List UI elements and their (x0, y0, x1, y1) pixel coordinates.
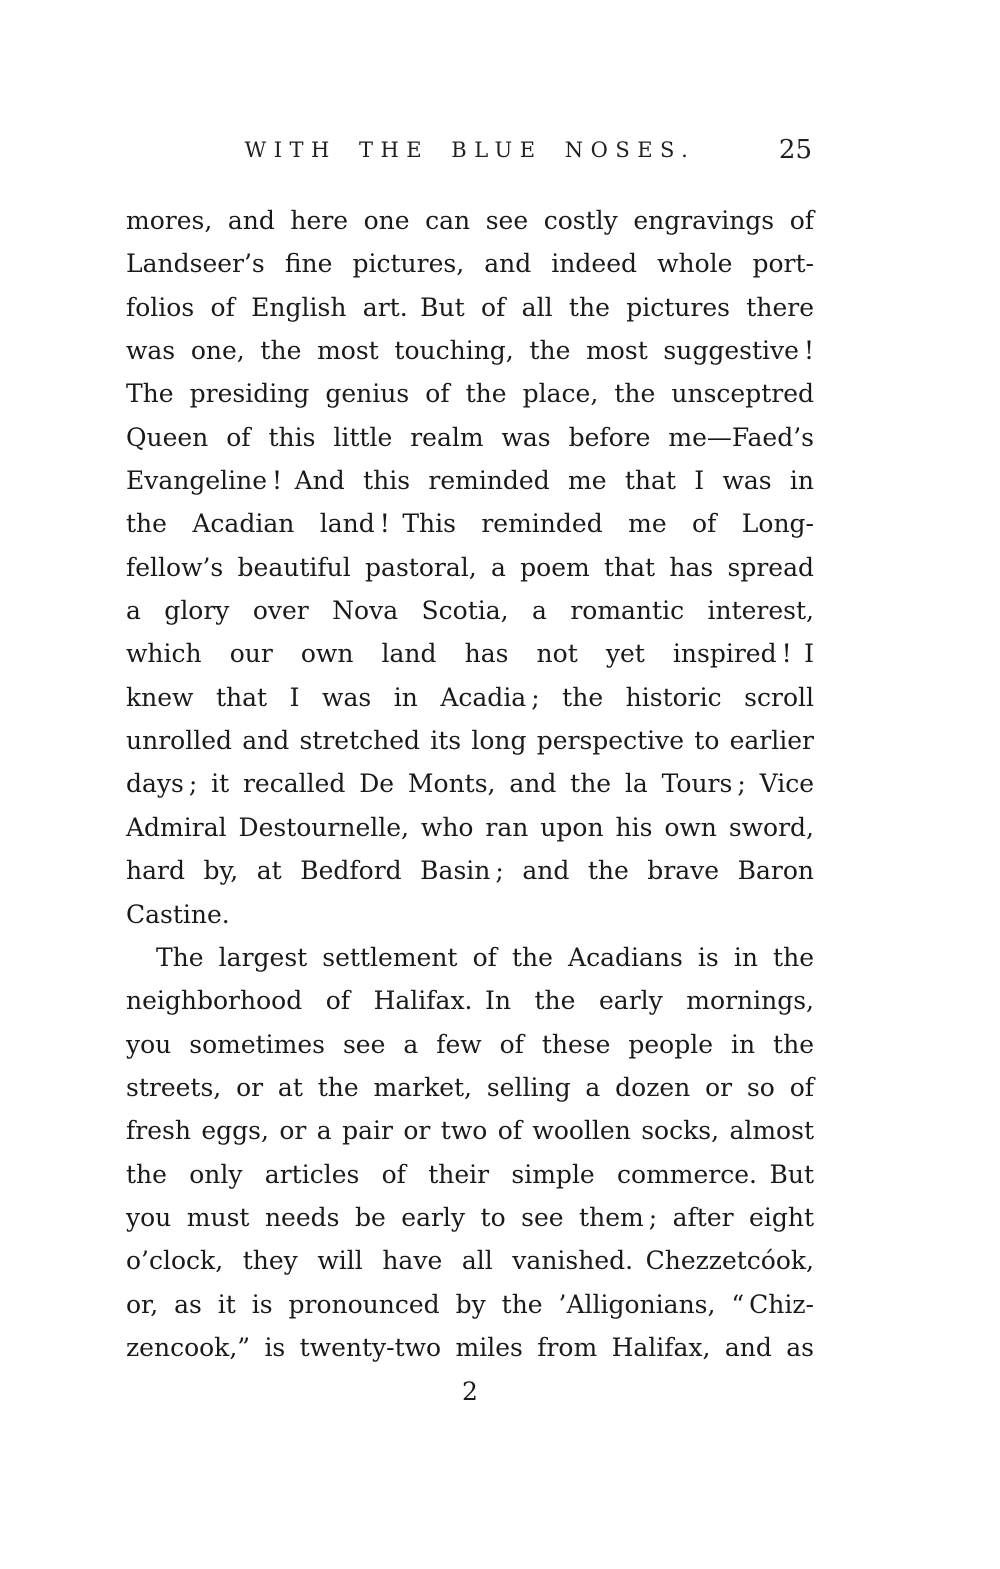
text-line: was one, the most touching, the most suggestive ! (126, 336, 814, 366)
text-line: hard by, at Bedford Basin ; and the brave Baron (126, 856, 814, 886)
text-line: streets, or at the market, selling a dozen or so of (126, 1072, 814, 1102)
running-title: WITH THE BLUE NOSES. (244, 138, 696, 162)
text-line: which our own land has not yet inspired ! I (126, 639, 814, 669)
text-line: a glory over Nova Scotia, a romantic interest, (126, 596, 814, 626)
text-line: days ; it recalled De Monts, and the la Tours ; Vice (126, 769, 814, 799)
text-line: knew that I was in Acadia ; the historic scroll (126, 682, 814, 712)
running-header (126, 135, 814, 168)
text-line-paragraph-start: The largest settlement of the Acadians is in the (156, 942, 814, 972)
signature-mark: 2 (462, 1377, 478, 1407)
page-number: 25 (778, 135, 812, 165)
text-column (126, 135, 814, 1414)
text-line: mores, and here one can see costly engravings of (126, 206, 814, 235)
text-line: fresh eggs, or a pair or two of woollen socks, almost (126, 1116, 814, 1146)
text-line: zencook,” is twenty-two miles from Halifax, and as (126, 1332, 814, 1362)
text-line: Admiral Destournelle, who ran upon his own sword, (126, 812, 814, 842)
text-line: unrolled and stretched its long perspective to earlier (126, 726, 814, 756)
text-line: the Acadian land ! This reminded me of Long- (126, 509, 814, 539)
text-line: The presiding genius of the place, the unsceptred (126, 379, 814, 409)
text-line: or, as it is pronounced by the ’Alligonians, “ Chiz- (126, 1289, 814, 1319)
text-line: you must needs be early to see them ; after eight (126, 1202, 814, 1232)
text-line: neighborhood of Halifax. In the early mornings, (126, 986, 814, 1016)
text-line: o’clock, they will have all vanished. Chezzetcóok, (126, 1246, 814, 1276)
text-line: Landseer’s fine pictures, and indeed whole port- (126, 249, 814, 279)
text-line: fellow’s beautiful pastoral, a poem that has spread (126, 552, 814, 582)
text-line: Castine. (126, 899, 230, 929)
text-line: Queen of this little realm was before me—Faed’s (126, 422, 814, 452)
text-line: the only articles of their simple commerce. But (126, 1159, 814, 1189)
text-line: you sometimes see a few of these people in the (126, 1029, 814, 1059)
text-line: Evangeline ! And this reminded me that I was in (126, 466, 814, 496)
text-line: folios of English art. But of all the pictures there (126, 292, 814, 322)
body-text (126, 199, 814, 1369)
